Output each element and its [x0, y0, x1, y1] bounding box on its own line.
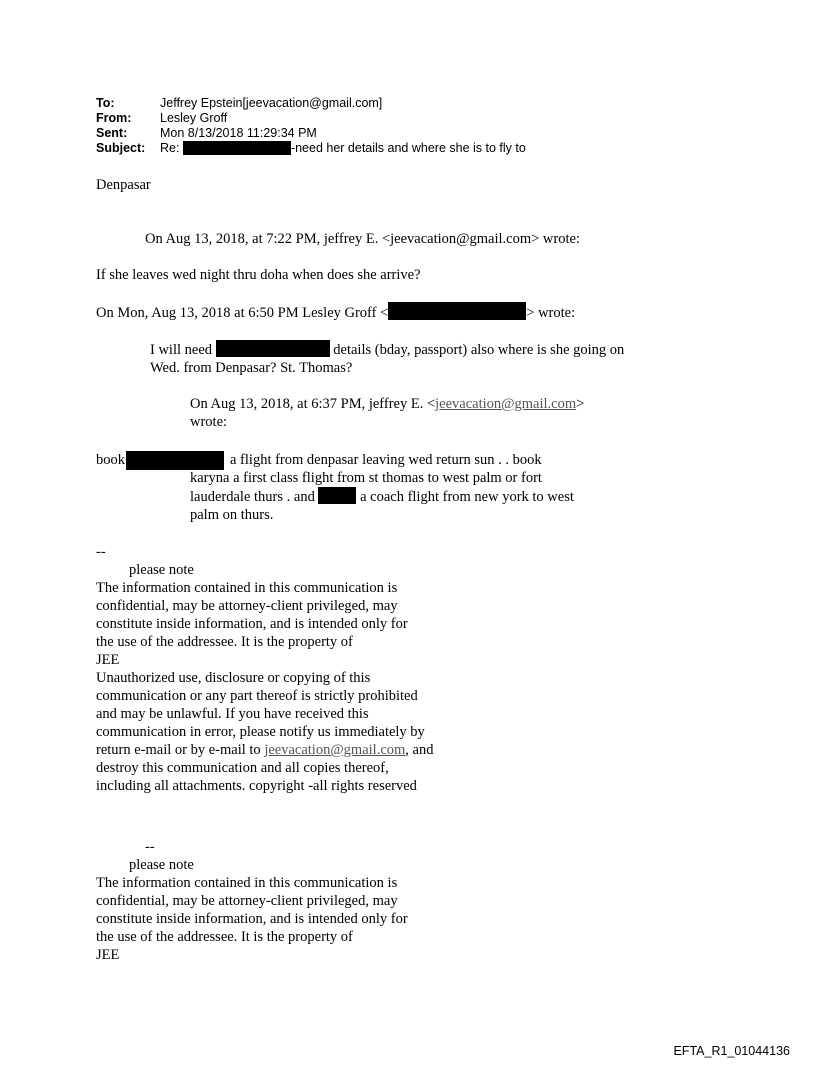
quote3-line3-suffix: a coach flight from new york to west: [360, 489, 574, 505]
disclaimer-line: constitute inside information, and is intended only for: [96, 616, 408, 632]
email-link[interactable]: jeevacation@gmail.com: [264, 742, 406, 758]
quote3-attribution-suffix: >: [576, 396, 585, 412]
disclaimer1-dashes: --: [96, 544, 106, 560]
quote1-attribution: On Aug 13, 2018, at 7:22 PM, jeffrey E. <jeevacation@gmail.com> wrote:: [145, 231, 580, 247]
to-row: [96, 96, 526, 111]
quote2-attribution-prefix: On Mon, Aug 13, 2018 at 6:50 PM Lesley Groff <: [96, 305, 389, 321]
from-row: [96, 111, 526, 126]
quote3-book-label: book: [96, 452, 125, 468]
return-prefix: return e-mail or by e-mail to: [96, 742, 265, 758]
disclaimer-line: communication or any part thereof is strictly prohibited: [96, 688, 418, 704]
disclaimer2-body: [96, 874, 408, 964]
quote2-line1-prefix: I will need: [150, 342, 213, 358]
disclaimer-line: The information contained in this communication is: [96, 580, 398, 596]
disclaimer-line: Unauthorized use, disclosure or copying of this: [96, 670, 371, 686]
quote3-line4: palm on thurs.: [190, 507, 274, 523]
quote3-line2: karyna a first class flight from st thomas to west palm or fort: [190, 470, 542, 486]
reply-text: Denpasar: [96, 177, 151, 193]
quote2-attribution: [96, 302, 575, 322]
disclaimer-line: communication in error, please notify us immediately by: [96, 724, 425, 740]
quote2-body: [150, 340, 624, 377]
quote3-attribution: [190, 395, 584, 431]
subject-row: [96, 141, 526, 156]
disclaimer-line: including all attachments. copyright -all rights reserved: [96, 778, 417, 794]
sent-value: Mon 8/13/2018 11:29:34 PM: [160, 126, 317, 140]
disclaimer-line: the use of the addressee. It is the property of: [96, 929, 353, 945]
disclaimer-line: JEE: [96, 947, 120, 963]
disclaimer-line: JEE: [96, 652, 120, 668]
to-label: To:: [96, 96, 115, 110]
disclaimer-line: constitute inside information, and is intended only for: [96, 911, 408, 927]
quote3-attribution-prefix: On Aug 13, 2018, at 6:37 PM, jeffrey E. <: [190, 396, 436, 412]
disclaimer-line: The information contained in this communication is: [96, 875, 398, 891]
redaction-box: [388, 302, 526, 320]
redaction-box: [216, 340, 330, 357]
disclaimer-return-line: [96, 741, 433, 759]
sent-label: Sent:: [96, 126, 128, 140]
disclaimer2-note: please note: [129, 857, 194, 873]
quote1-text: If she leaves wed night thru doha when does she arrive?: [96, 267, 421, 283]
disclaimer-line: confidential, may be attorney-client privileged, may: [96, 893, 398, 909]
from-label: From:: [96, 111, 132, 125]
quote3-body: [190, 451, 574, 524]
disclaimer-line: the use of the addressee. It is the property of: [96, 634, 353, 650]
quote2-line2: Wed. from Denpasar? St. Thomas?: [150, 360, 353, 376]
redaction-box: [183, 141, 291, 155]
disclaimer2-dashes: --: [145, 839, 155, 855]
quote3-line3-prefix: lauderdale thurs . and: [190, 489, 315, 505]
quote2-line1: [150, 340, 624, 359]
quote3-attribution-line2: wrote:: [190, 414, 228, 430]
redaction-box: [318, 487, 356, 504]
disclaimer-line: confidential, may be attorney-client privileged, may: [96, 598, 398, 614]
return-suffix: , and: [405, 742, 434, 758]
disclaimer1-note: please note: [129, 562, 194, 578]
email-link[interactable]: jeevacation@gmail.com: [435, 396, 577, 412]
quote2-attribution-suffix: > wrote:: [526, 305, 576, 321]
subject-label: Subject:: [96, 141, 146, 155]
disclaimer1-body: [96, 579, 433, 795]
to-value: Jeffrey Epstein[jeevacation@gmail.com]: [160, 96, 383, 110]
quote3-line3: [190, 487, 574, 506]
disclaimer-line: destroy this communication and all copies thereof,: [96, 760, 389, 776]
subject-prefix: Re:: [160, 141, 180, 155]
subject-suffix: -need her details and where she is to fly to: [290, 141, 526, 155]
quote2-line1-suffix: details (bday, passport) also where is she going on: [333, 342, 625, 358]
from-value: Lesley Groff: [160, 111, 228, 125]
quote3-attribution-line1: [190, 395, 584, 413]
disclaimer-line: and may be unlawful. If you have received this: [96, 706, 369, 722]
quote3-line1: a flight from denpasar leaving wed return sun . . book: [230, 452, 542, 468]
document-id: EFTA_R1_01044136: [673, 1044, 790, 1058]
sent-row: [96, 126, 526, 141]
email-header: [96, 96, 526, 156]
